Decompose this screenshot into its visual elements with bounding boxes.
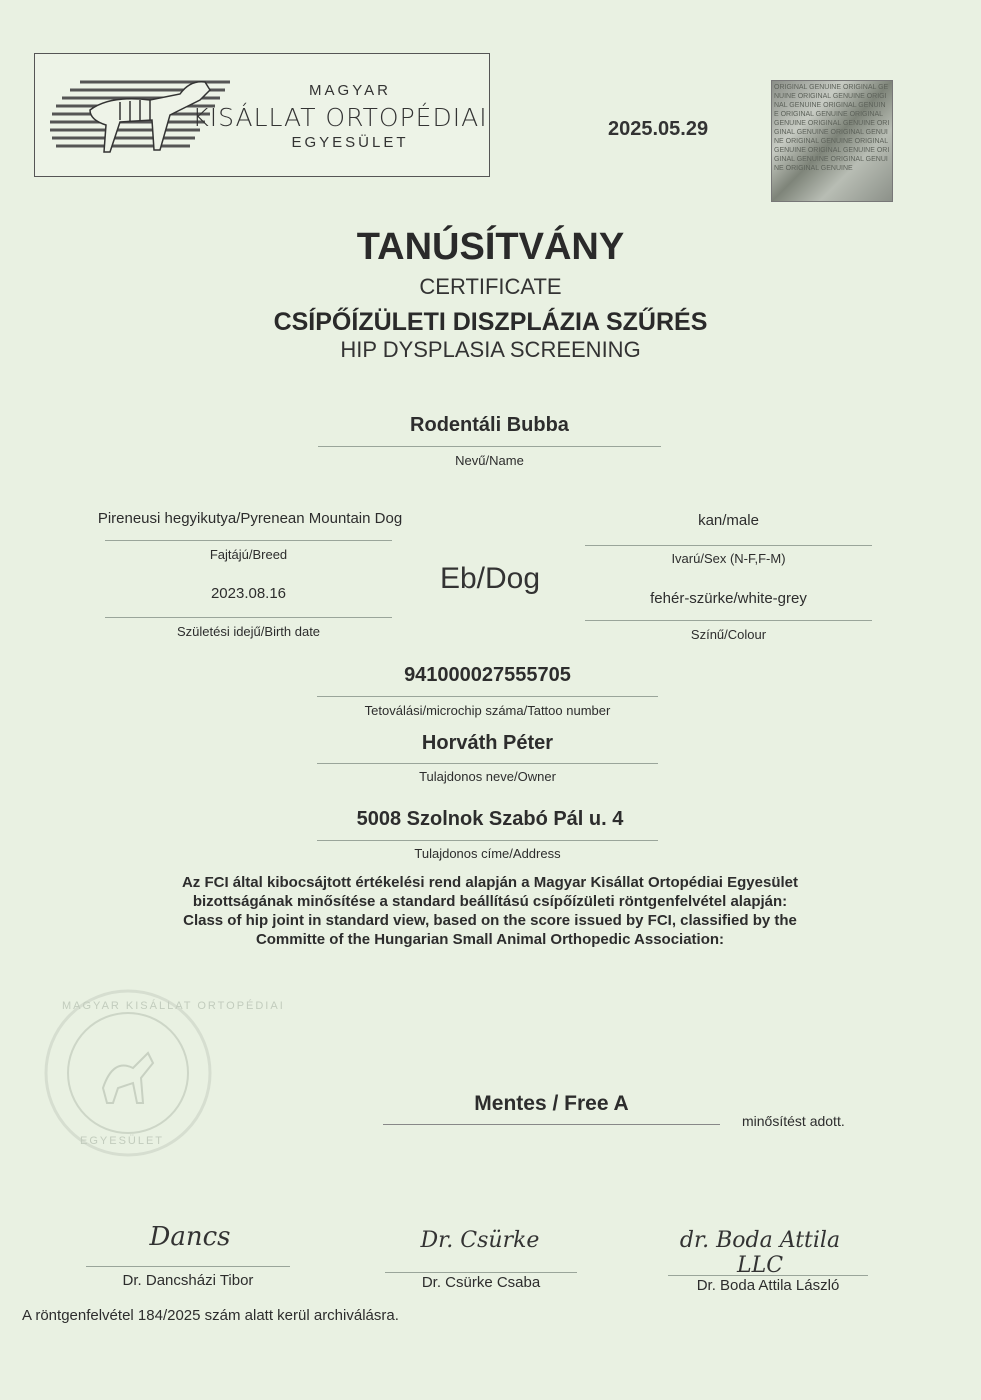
signer-name-2: Dr. Csürke Csaba xyxy=(421,1274,541,1291)
signature-mark-3: dr. Boda Attila LLC xyxy=(679,1228,841,1278)
result-value: Mentes / Free A xyxy=(474,1092,629,1115)
result-suffix: minősítést adott. xyxy=(742,1113,845,1129)
signer-name-3: Dr. Boda Attila László xyxy=(696,1277,840,1294)
signature-line-2 xyxy=(385,1272,577,1273)
logo-text-bottom: EGYESÜLET xyxy=(291,134,409,151)
colour-label: Színű/Colour xyxy=(690,627,767,642)
owner-value: Horváth Péter xyxy=(421,732,554,754)
sex-underline xyxy=(585,545,872,546)
sex-label: Ivarú/Sex (N-F,F-M) xyxy=(671,551,786,566)
birth-date-underline xyxy=(105,617,392,618)
birth-date-value: 2023.08.16 xyxy=(210,585,287,602)
statement xyxy=(40,873,940,949)
archive-note: A röntgenfelvétel 184/2025 szám alatt kerül archiválásra. xyxy=(22,1307,399,1324)
embossed-seal-icon xyxy=(33,988,223,1158)
signature-mark-2: Dr. Csürke xyxy=(420,1228,540,1253)
microchip-value: 941000027555705 xyxy=(404,664,571,686)
statement-line-2: bizottságának minősítése a standard beállítású csípőízületi röntgenfelvétel alapján: xyxy=(192,893,788,910)
hologram-sticker xyxy=(771,80,893,202)
hologram-text: ORIGINAL GENUINE ORIGINAL GENUINE ORIGINAL GENUINE ORIGINAL GENUINE ORIGINAL GENUINE ORIGINAL GENUINE ORIGINAL GENUINE ORIGINAL GENUINE ORIGINAL GENUINE ORIGINAL GENUINE ORIGINAL GENUINE ORIGINAL GENUINE ORIGINAL GENUINE ORIGINAL GENUINE ORIGINAL GENUINE ORIGINAL GENUINE xyxy=(774,84,890,172)
dog-name-value: Rodentáli Bubba xyxy=(410,414,569,436)
logo-text-main: KISÁLLAT ORTOPÉDIAI xyxy=(192,103,488,132)
seal-text-bottom: EGYESÜLET xyxy=(80,1135,165,1147)
issue-date: 2025.05.29 xyxy=(608,118,709,140)
breed-underline xyxy=(105,540,392,541)
screening-subheading: HIP DYSPLASIA SCREENING xyxy=(340,337,641,362)
breed-value: Pireneusi hegyikutya/Pyrenean Mountain Dog xyxy=(97,510,403,527)
statement-line-3: Class of hip joint in standard view, based on the score issued by FCI, classified by the xyxy=(183,912,797,929)
signature-line-3 xyxy=(668,1275,868,1276)
address-value: 5008 Szolnok Szabó Pál u. 4 xyxy=(356,808,624,830)
certificate-subtitle: CERTIFICATE xyxy=(419,274,562,299)
sex-value: kan/male xyxy=(698,512,759,529)
microchip-underline xyxy=(317,696,658,697)
name-underline xyxy=(318,446,661,447)
certificate-title: TANÚSÍTVÁNY xyxy=(356,226,625,268)
screening-heading: CSÍPŐÍZÜLETI DISZPLÁZIA SZŰRÉS xyxy=(273,308,708,336)
signature-line-1 xyxy=(86,1266,290,1267)
logo-text-top: MAGYAR xyxy=(309,82,391,99)
colour-value: fehér-szürke/white-grey xyxy=(650,590,807,607)
breed-label: Fajtájú/Breed xyxy=(209,547,288,562)
microchip-label: Tetoválási/microchip száma/Tattoo number xyxy=(364,703,611,718)
owner-label: Tulajdonos neve/Owner xyxy=(419,769,556,784)
colour-underline xyxy=(585,620,872,621)
signature-mark-1: Dancs xyxy=(149,1222,231,1252)
statement-line-4: Committe of the Hungarian Small Animal Orthopedic Association: xyxy=(255,931,725,948)
signer-name-1: Dr. Dancsházi Tibor xyxy=(122,1272,254,1289)
result-underline xyxy=(383,1124,720,1125)
species-value: Eb/Dog xyxy=(439,562,541,595)
birth-date-label: Születési idejű/Birth date xyxy=(176,624,321,639)
address-underline xyxy=(317,840,658,841)
dog-name-label: Nevű/Name xyxy=(455,453,524,468)
statement-line-1: Az FCI által kibocsájtott értékelési rend alapján a Magyar Kisállat Ortopédiai Egyesület xyxy=(181,874,799,891)
owner-underline xyxy=(317,763,658,764)
seal-text-top: MAGYAR KISÁLLAT ORTOPÉDIAI xyxy=(62,1000,285,1012)
address-label: Tulajdonos címe/Address xyxy=(414,846,561,861)
